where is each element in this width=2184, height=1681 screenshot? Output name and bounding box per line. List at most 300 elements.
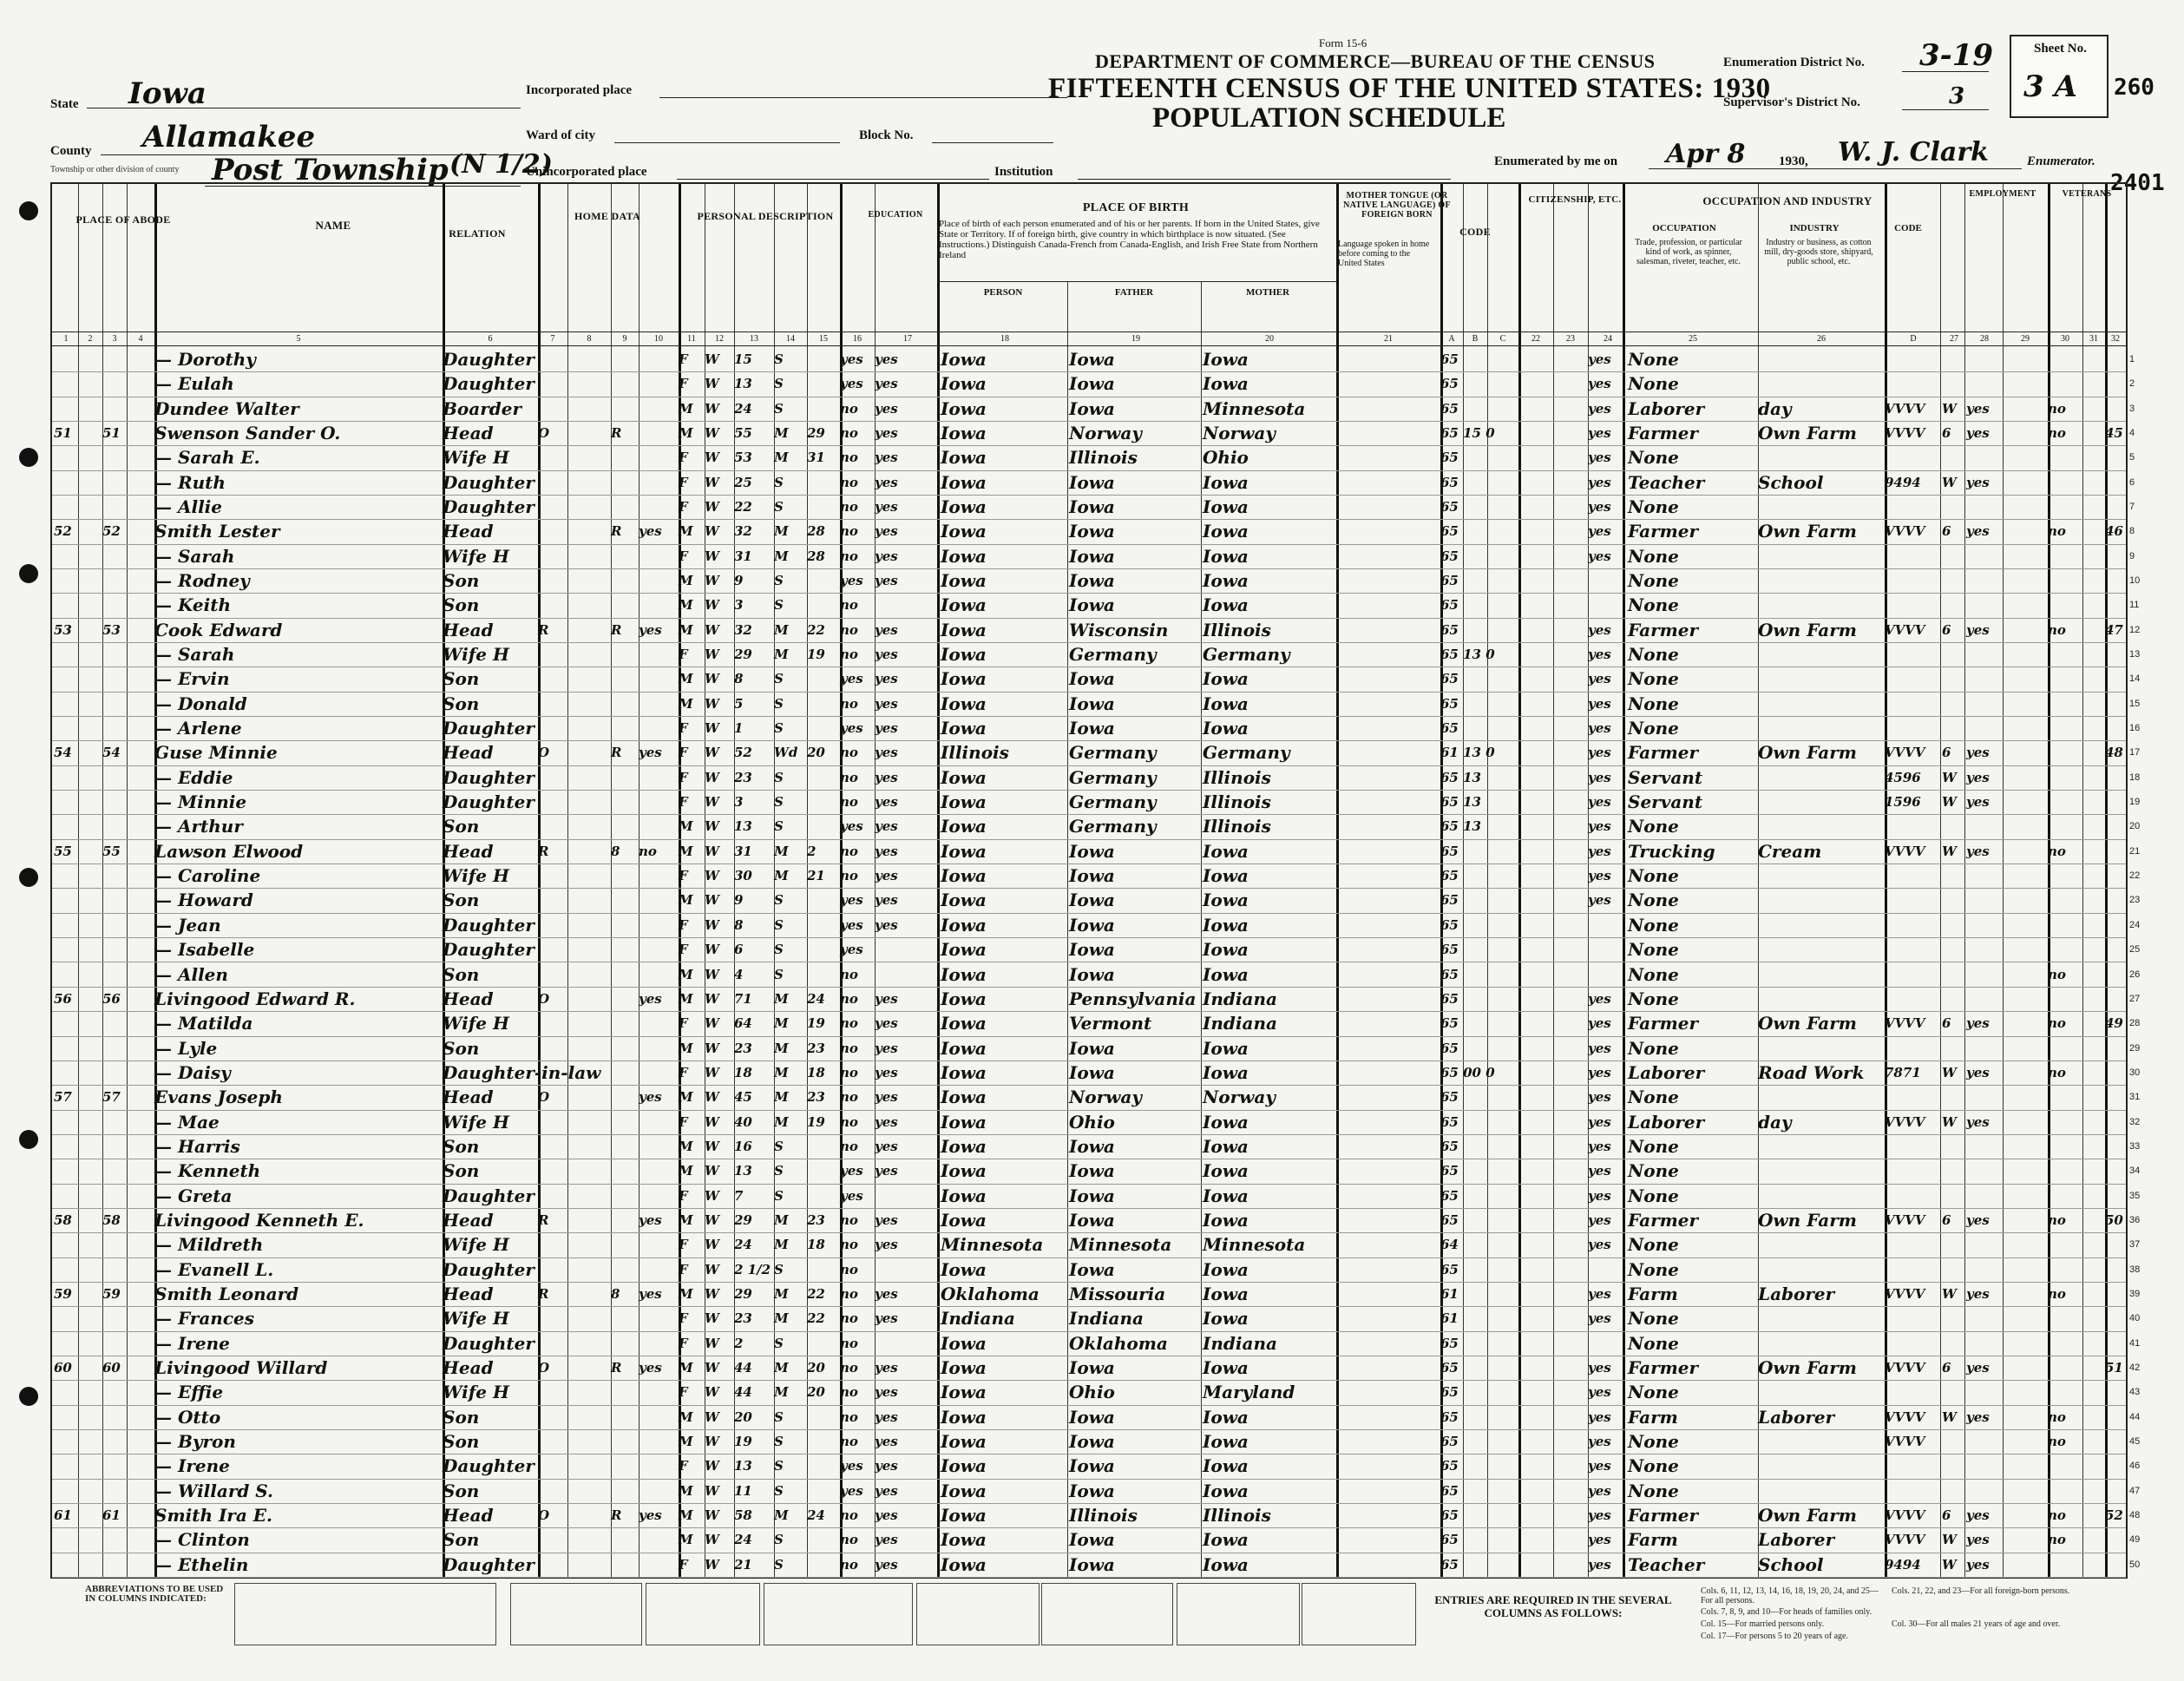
cell-person: Iowa: [941, 840, 987, 862]
cell-code: 65: [1440, 1458, 1459, 1474]
cell-farm: [2105, 472, 2126, 494]
cell-name: — Sarah E.: [154, 447, 260, 469]
cell-home: R: [538, 621, 549, 638]
cell-occ: None: [1628, 1480, 1679, 1501]
cell-race: W: [705, 1335, 719, 1351]
cell-farm: 48: [2105, 745, 2123, 761]
table-row: [52, 1110, 2141, 1135]
cell-name: — Donald: [154, 693, 247, 714]
cell-own: [611, 816, 637, 837]
cell-father: Germany: [1069, 742, 1157, 764]
cell-race: W: [705, 474, 719, 490]
cell-race: W: [705, 843, 719, 859]
cell-father: Iowa: [1069, 594, 1115, 616]
cell-father: Germany: [1069, 791, 1157, 813]
cell-sex: M: [679, 1212, 693, 1228]
cell-eng: [1588, 964, 1623, 986]
cell-ind: [1758, 1308, 1883, 1330]
enumerator-label: Enumerator.: [2027, 154, 2095, 168]
cell-fam: [102, 1431, 127, 1453]
cell-cit: [1518, 620, 1553, 641]
cell-ageM: [807, 915, 836, 936]
cell-sex: F: [679, 1187, 688, 1204]
cell-code: 65: [1440, 1113, 1459, 1130]
cell-fam10: yes: [639, 1359, 662, 1376]
cell-ocode: [1885, 349, 1940, 371]
cell-rel: Son: [443, 594, 480, 616]
cell-father: Norway: [1069, 1087, 1142, 1108]
cell-race: W: [705, 1482, 719, 1499]
cell-rel: Head: [443, 1283, 494, 1304]
table-row: [52, 1184, 2141, 1209]
cell-home: [538, 373, 567, 395]
township-value: Post Township: [212, 153, 449, 187]
line-number: 44: [2129, 1411, 2141, 1422]
cell-home: [538, 1185, 567, 1207]
cell-cls: [1942, 988, 1963, 1010]
cell-own: [611, 546, 637, 568]
cell-cit: [1518, 1529, 1553, 1551]
cell-read: yes: [875, 1015, 898, 1032]
cell-mother: Minnesota: [1203, 397, 1306, 419]
cell-ageM: [807, 570, 836, 592]
cell-father: Germany: [1069, 644, 1157, 666]
cell-father: Iowa: [1069, 1185, 1115, 1206]
cell-occ: Servant: [1628, 766, 1703, 788]
column-number: 31: [2089, 334, 2098, 344]
cell-vet: [2048, 1234, 2082, 1256]
cell-dw: [54, 398, 78, 420]
cell-work: [1966, 1333, 2001, 1355]
line-number: 3: [2129, 403, 2135, 414]
cell-name: Lawson Elwood: [154, 840, 304, 862]
table-row: [52, 618, 2141, 643]
cell-sex: M: [679, 597, 693, 614]
cell-cit: [1518, 915, 1553, 936]
table-row: [52, 568, 2141, 594]
cell-fam10: [639, 1455, 677, 1477]
cell-farm: [2105, 1455, 2126, 1477]
cell-rel: Head: [443, 1209, 494, 1231]
cell-code: 65: [1440, 351, 1459, 367]
cell-farm: [2105, 915, 2126, 936]
cell-mother: Iowa: [1203, 1480, 1249, 1501]
cell-own: [611, 1160, 637, 1182]
cell-sex: M: [679, 1507, 693, 1523]
cell-sch: yes: [840, 1163, 863, 1179]
cell-work: [1966, 1038, 2001, 1060]
cell-sch: no: [840, 647, 858, 663]
cell-mother: Norway: [1203, 423, 1276, 444]
cell-fam10: [639, 791, 677, 813]
cell-read: yes: [875, 868, 898, 884]
cell-person: Iowa: [941, 1430, 987, 1452]
cell-ind: [1758, 1431, 1883, 1453]
cell-farm: [2105, 644, 2126, 666]
cell-mar: S: [774, 499, 784, 515]
cell-race: W: [705, 942, 719, 958]
cell-ocode: [1885, 1308, 1940, 1330]
cell-race: W: [705, 769, 719, 785]
cell-person: Iowa: [941, 521, 987, 542]
cell-ocode: [1885, 1136, 1940, 1158]
column-number: 29: [2021, 334, 2030, 344]
cell-sch: no: [840, 450, 858, 466]
cell-read: yes: [875, 1556, 898, 1573]
cell-vet: [2048, 349, 2082, 371]
cell-cit: [1518, 693, 1553, 715]
cell-person: Iowa: [941, 1480, 987, 1501]
cell-cls: [1942, 668, 1963, 690]
cell-cit: [1518, 1136, 1553, 1158]
cell-own: [611, 1210, 637, 1231]
cell-read: yes: [875, 523, 898, 540]
cell-cit: [1518, 1284, 1553, 1305]
cell-mar: S: [774, 818, 784, 835]
cell-dw: [54, 668, 78, 690]
cell-cls: [1942, 1455, 1963, 1477]
cell-father: Iowa: [1069, 496, 1115, 518]
cell-farm: [2105, 1160, 2126, 1182]
cell-vet: [2048, 742, 2082, 764]
cell-ocode: [1885, 964, 1940, 986]
cell-own: R: [611, 523, 622, 540]
page-stamp: 2401: [2110, 170, 2165, 196]
line-number: 12: [2129, 624, 2141, 635]
abbreviations-title: ABBREVIATIONS TO BE USED IN COLUMNS INDICATED:: [85, 1584, 224, 1604]
cell-fam10: yes: [639, 1285, 662, 1302]
cell-dw: [54, 1013, 78, 1034]
cell-cit: [1518, 1357, 1553, 1379]
table-row: [52, 888, 2141, 913]
cell-occ: None: [1628, 668, 1679, 690]
cell-farm: 52: [2105, 1507, 2123, 1523]
cell-farm: 50: [2105, 1212, 2123, 1228]
cell-sch: yes: [840, 916, 863, 933]
cell-mother: Iowa: [1203, 545, 1249, 567]
cell-mar: S: [774, 474, 784, 490]
cell-mother: Iowa: [1203, 1308, 1249, 1330]
cell-person: Iowa: [941, 939, 987, 961]
cell-ind: Own Farm: [1758, 1013, 1857, 1034]
cell-mother: Iowa: [1203, 1455, 1249, 1477]
cell-work: yes: [1966, 1532, 1990, 1548]
column-number: 7: [550, 334, 555, 344]
cell-dw: 58: [54, 1212, 72, 1228]
cell-race: W: [705, 1433, 719, 1449]
cell-name: — Dorothy: [154, 349, 256, 370]
cell-sex: M: [679, 892, 693, 909]
cell-person: Iowa: [941, 1087, 987, 1108]
cell-ocode: [1885, 939, 1940, 961]
cell-ocode: VVVV: [1885, 523, 1925, 540]
cell-occ: None: [1628, 644, 1679, 666]
cell-fam10: yes: [639, 621, 662, 638]
cell-age: 18: [734, 1064, 752, 1080]
cell-read: yes: [875, 400, 898, 417]
cell-read: yes: [875, 720, 898, 737]
cell-code: 65 13: [1440, 769, 1481, 785]
cell-own: [611, 447, 637, 469]
cell-cls: 6: [1942, 425, 1951, 442]
cell-work: [1966, 496, 2001, 518]
cell-race: W: [705, 1113, 719, 1130]
cell-dw: [54, 447, 78, 469]
cell-mother: Iowa: [1203, 1185, 1249, 1206]
column-number: 17: [903, 334, 912, 344]
cell-mar: S: [774, 1556, 784, 1573]
cell-fam: 52: [102, 523, 121, 540]
cell-father: Iowa: [1069, 693, 1115, 714]
cell-eng: yes: [1588, 621, 1611, 638]
cell-race: W: [705, 720, 719, 737]
cell-vet: [2048, 1259, 2082, 1281]
cell-work: yes: [1966, 745, 1990, 761]
column-number: A: [1448, 334, 1455, 344]
cell-sex: M: [679, 1138, 693, 1154]
cell-sex: M: [679, 1040, 693, 1056]
cell-age: 2: [734, 1335, 744, 1351]
cell-mar: M: [774, 1015, 789, 1032]
table-row: [52, 839, 2141, 864]
cell-sex: M: [679, 966, 693, 982]
line-number: 34: [2129, 1166, 2141, 1177]
table-row: [52, 544, 2135, 569]
cell-sex: F: [679, 499, 688, 515]
cell-ageM: 28: [807, 523, 825, 540]
cell-mother: Illinois: [1203, 816, 1271, 837]
cell-fam: [102, 1407, 127, 1428]
cell-ind: day: [1758, 397, 1792, 419]
cell-fam10: [639, 1136, 677, 1158]
cell-sex: F: [679, 942, 688, 958]
cell-work: yes: [1966, 1064, 1990, 1080]
cell-age: 13: [734, 818, 752, 835]
cell-father: Iowa: [1069, 840, 1115, 862]
cell-cls: 6: [1942, 1507, 1951, 1523]
cell-fam10: [639, 1234, 677, 1256]
cell-cls: W: [1942, 1064, 1957, 1080]
cell-race: W: [705, 1261, 719, 1277]
cell-read: yes: [875, 695, 898, 712]
cell-fam10: [639, 1431, 677, 1453]
cell-mother: Illinois: [1203, 766, 1271, 788]
cell-cit: [1518, 988, 1553, 1010]
cell-code: 65: [1440, 1384, 1459, 1401]
cell-read: yes: [875, 990, 898, 1007]
cell-sex: M: [679, 425, 693, 442]
cell-race: W: [705, 499, 719, 515]
cell-fam10: [639, 865, 677, 887]
cell-work: yes: [1966, 1408, 1990, 1425]
cell-home: [538, 496, 567, 518]
cell-fam10: [639, 496, 677, 518]
cell-cls: [1942, 693, 1963, 715]
cell-farm: [2105, 1185, 2126, 1207]
cell-code: 65: [1440, 499, 1459, 515]
cell-vet: [2048, 1382, 2082, 1403]
cell-cit: [1518, 1308, 1553, 1330]
cell-eng: [1588, 1259, 1623, 1281]
cell-cls: [1942, 1234, 1963, 1256]
cell-sex: F: [679, 1113, 688, 1130]
group-code: CODE: [1459, 226, 1491, 238]
cell-mother: Iowa: [1203, 1111, 1249, 1133]
cell-home: [538, 1529, 567, 1551]
cell-race: W: [705, 818, 719, 835]
cell-ind: Road Work: [1758, 1061, 1865, 1083]
cell-cls: W: [1942, 1408, 1957, 1425]
cell-occ: None: [1628, 1037, 1679, 1059]
cell-mother: Iowa: [1203, 890, 1249, 911]
cell-eng: yes: [1588, 450, 1611, 466]
cell-own: [611, 939, 637, 961]
cell-mar: M: [774, 1310, 789, 1327]
cell-eng: [1588, 570, 1623, 592]
cell-occ: Farmer: [1628, 521, 1699, 542]
cell-cit: [1518, 1185, 1553, 1207]
cell-occ: None: [1628, 1185, 1679, 1206]
cell-home: [538, 1455, 567, 1477]
cell-cit: [1518, 349, 1553, 371]
cell-name: — Eddie: [154, 766, 233, 788]
cell-ocode: VVVV: [1885, 1359, 1925, 1376]
cell-rel: Wife H: [443, 1234, 509, 1256]
cell-code: 65: [1440, 1556, 1459, 1573]
line-number: 32: [2129, 1116, 2141, 1127]
abbreviation-box: [1302, 1583, 1416, 1645]
ward-label: Ward of city: [526, 128, 595, 142]
cell-home: [538, 1554, 567, 1576]
cell-code: 65: [1440, 1015, 1459, 1032]
cell-fam10: [639, 546, 677, 568]
cell-mar: S: [774, 942, 784, 958]
cell-home: [538, 546, 567, 568]
cell-code: 65: [1440, 1507, 1459, 1523]
cell-work: [1966, 1087, 2001, 1108]
table-row: [52, 1282, 2141, 1307]
abbreviation-box: [916, 1583, 1040, 1645]
cell-fam: [102, 890, 127, 911]
cell-ind: [1758, 718, 1883, 739]
cell-ind: [1758, 668, 1883, 690]
cell-ind: [1758, 1259, 1883, 1281]
cell-ind: Laborer: [1758, 1283, 1835, 1304]
cell-eng: yes: [1588, 1408, 1611, 1425]
cell-ocode: [1885, 1087, 1940, 1108]
cell-dw: 54: [54, 745, 72, 761]
cell-occ: Farmer: [1628, 1356, 1699, 1378]
cell-sch: no: [840, 695, 858, 712]
cell-work: [1966, 816, 2001, 837]
cell-fam: [102, 1136, 127, 1158]
cell-fam10: yes: [639, 523, 662, 540]
cell-name: — Keith: [154, 594, 232, 616]
cell-cls: W: [1942, 1113, 1957, 1130]
cell-ageM: [807, 1554, 836, 1576]
cell-fam: [102, 594, 127, 616]
cell-mother: Iowa: [1203, 521, 1249, 542]
line-number: 41: [2129, 1337, 2141, 1349]
line-number: 23: [2129, 895, 2141, 906]
supervisors-district-value: 3: [1949, 83, 1965, 109]
cell-person: Iowa: [941, 1406, 987, 1428]
cell-person: Iowa: [941, 594, 987, 616]
punch-hole: [19, 1130, 38, 1149]
cell-fam: 56: [102, 990, 121, 1007]
cell-ocode: [1885, 1455, 1940, 1477]
line-number: 7: [2129, 502, 2135, 513]
cell-read: yes: [875, 916, 898, 933]
cell-dw: 53: [54, 621, 72, 638]
cell-read: yes: [875, 1089, 898, 1106]
cell-father: Iowa: [1069, 570, 1115, 592]
cell-dw: [54, 644, 78, 666]
cell-fam: [102, 398, 127, 420]
cell-vet: no: [2048, 523, 2066, 540]
cell-mar: M: [774, 1064, 789, 1080]
cell-own: [611, 496, 637, 518]
enumerated-label: Enumerated by me on: [1494, 154, 1618, 168]
cell-ageM: [807, 1259, 836, 1281]
cell-fam: [102, 1160, 127, 1182]
cell-read: yes: [875, 745, 898, 761]
cell-home: [538, 668, 567, 690]
cell-ocode: VVVV: [1885, 621, 1925, 638]
cell-work: [1966, 1136, 2001, 1158]
cell-name: — Sarah: [154, 644, 235, 666]
cell-eng: yes: [1588, 1113, 1611, 1130]
cell-fam10: [639, 693, 677, 715]
cell-rel: Wife H: [443, 865, 509, 887]
cell-ageM: [807, 693, 836, 715]
cell-father: Missouria: [1069, 1283, 1166, 1304]
cell-farm: [2105, 496, 2126, 518]
cell-home: [538, 1136, 567, 1158]
table-row: [52, 1553, 2141, 1578]
cell-code: 65: [1440, 892, 1459, 909]
cell-sch: no: [840, 843, 858, 859]
cell-cls: W: [1942, 769, 1957, 785]
table-row: [52, 397, 2135, 422]
cell-fam: 55: [102, 843, 121, 859]
cell-farm: [2105, 1554, 2126, 1576]
cell-age: 13: [734, 1163, 752, 1179]
cell-read: yes: [875, 1285, 898, 1302]
cell-ageM: 24: [807, 990, 825, 1007]
cell-eng: yes: [1588, 1040, 1611, 1056]
cell-mother: Iowa: [1203, 1209, 1249, 1231]
cell-person: Iowa: [941, 397, 987, 419]
cell-sch: no: [840, 1556, 858, 1573]
cell-rel: Boarder: [443, 397, 521, 419]
cell-race: W: [705, 868, 719, 884]
cell-vet: [2048, 1481, 2082, 1502]
cell-work: yes: [1966, 1507, 1990, 1523]
cell-dw: [54, 791, 78, 813]
cell-ind: [1758, 767, 1883, 789]
cell-mar: M: [774, 1507, 789, 1523]
cell-fam10: [639, 890, 677, 911]
cell-vet: [2048, 1308, 2082, 1330]
cell-work: [1966, 1259, 2001, 1281]
cell-farm: [2105, 1259, 2126, 1281]
cell-sex: F: [679, 450, 688, 466]
cell-rel: Head: [443, 619, 494, 640]
cell-occ: None: [1628, 1135, 1679, 1157]
cell-fam: [102, 1333, 127, 1355]
cell-rel: Son: [443, 890, 480, 911]
